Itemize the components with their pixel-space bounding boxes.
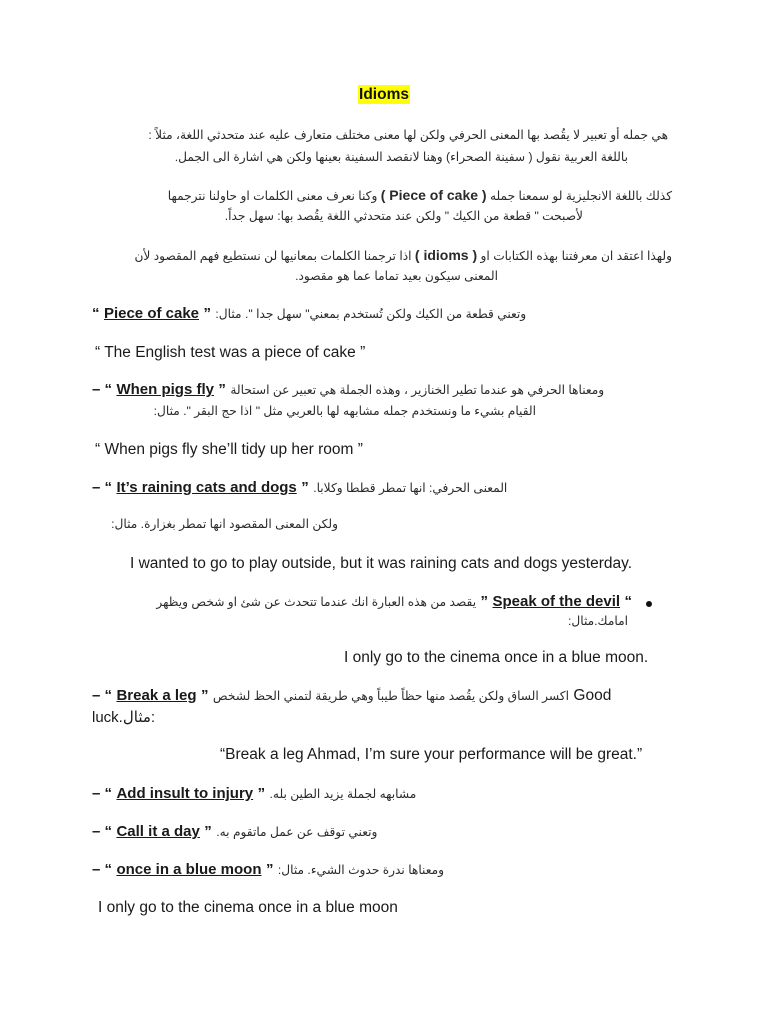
idiom-break-a-leg: [92, 686, 611, 706]
intro-line-2: باللغة العربية نقول ( سفينة الصحراء) وهنا لانقصد السفينة بعينها ولكن هي اشارة الى الجمل.: [174, 150, 628, 164]
idiom-when-pigs-fly: [92, 380, 604, 400]
idiom-open-quote: “: [624, 593, 632, 610]
idiom-description: ومعناها ندرة حدوث الشيء. مثال:: [277, 863, 445, 877]
idiom-when-pigs-fly-line-2: القيام بشيء ما ونستخدم جمله مشابهه لها بالعربي مثل " اذا حج البقر ". مثال:: [153, 404, 536, 418]
example-break-a-leg: “Break a leg Ahmad, I’m sure your performance will be great.”: [220, 746, 643, 763]
idiom-term: Break a leg: [116, 687, 197, 704]
idiom-open-quote: – “: [92, 861, 113, 878]
para3-line-2: المعنى سيكون بعيد تماما عما هو مقصود.: [295, 269, 498, 283]
idiom-speak-of-the-devil: [156, 592, 632, 612]
idiom-close-quote: ”: [200, 687, 209, 704]
idiom-close-quote: ”: [218, 381, 226, 398]
idiom-open-quote: “: [92, 305, 100, 322]
idiom-close-quote: ”: [204, 823, 212, 840]
idiom-open-quote: – “: [92, 381, 113, 398]
idiom-term: Add insult to injury: [116, 785, 254, 802]
idiom-close-quote: ”: [301, 479, 309, 496]
para3-line-1: [134, 246, 672, 265]
example-piece-of-cake: “ The English test was a piece of cake ”: [95, 344, 366, 361]
example-speak-of-the-devil: I only go to the cinema once in a blue moon.: [344, 649, 649, 666]
bullet-dot-icon: [646, 601, 652, 607]
example-once-in-a-blue-moon: I only go to the cinema once in a blue moon: [98, 899, 398, 916]
example-raining: I wanted to go to play outside, but it was raining cats and dogs yesterday.: [130, 555, 633, 572]
example-when-pigs-fly: “ When pigs fly she’ll tidy up her room ”: [95, 441, 363, 458]
idiom-call-it-a-day: [92, 822, 377, 842]
raining-note: ولكن المعنى المقصود انها تمطر بغزارة. مثال:: [111, 517, 338, 531]
idiom-en-tail: Good: [573, 687, 612, 704]
page-title: Idioms: [359, 86, 409, 103]
idiom-description: المعنى الحرفي: انها تمطر قططا وكلابا.: [313, 481, 508, 495]
idiom-close-quote: ”: [203, 305, 211, 322]
idiom-term: Piece of cake: [103, 305, 200, 322]
idiom-term: It’s raining cats and dogs: [116, 479, 297, 496]
idiom-break-a-leg-line-2: luck.مثال:: [92, 709, 156, 726]
idiom-description: يقصد من هذه العبارة انك عندما تتحدث عن شئ او شخص ويظهر: [156, 595, 477, 609]
idiom-description: مشابهه لجملة يزيد الطين بله.: [269, 787, 417, 801]
para2-line-1: [168, 186, 672, 205]
idiom-open-quote: – “: [92, 479, 113, 496]
para2-line-2: لأصبحت " قطعة من الكيك " ولكن عند متحدثي اللغة يقُصد بها: سهل جداً.: [224, 209, 583, 223]
idiom-speak-of-the-devil-line-2: امامك.مثال:: [568, 614, 628, 628]
idiom-open-quote: – “: [92, 687, 113, 704]
para3-en: ( idioms ): [414, 247, 478, 263]
idiom-add-insult-to-injury: [92, 784, 416, 804]
title-container: [0, 86, 768, 104]
para3-ar-b: ولهذا اعتقد ان معرفتنا بهذه الكتابات او: [480, 249, 672, 263]
para3-ar-a: اذا ترجمنا الكلمات بمعانيها لن نستطيع فهم المقصود لأن: [134, 249, 412, 263]
idiom-raining-cats-dogs: [92, 478, 507, 498]
idiom-description: وتعني توقف عن عمل ماتقوم به.: [216, 825, 378, 839]
idiom-open-quote: – “: [92, 785, 113, 802]
idiom-once-in-a-blue-moon: [92, 860, 444, 880]
idiom-term: once in a blue moon: [116, 861, 262, 878]
idiom-description: وتعني قطعة من الكيك ولكن تُستخدم بمعني" سهل جدا ". مثال:: [215, 307, 527, 321]
idiom-term: Speak of the devil: [492, 593, 621, 610]
para2-en: ( Piece of cake ): [380, 187, 487, 203]
intro-line-1: هي جمله أو تعبير لا يقُصد بها المعنى الحرفي ولكن لها معنى مختلف متعارف عليه عند متحدثي اللغة، مثلاً :: [148, 128, 668, 142]
idiom-piece-of-cake: [92, 304, 526, 324]
idiom-close-quote: ”: [265, 861, 274, 878]
idiom-close-quote: ”: [257, 785, 266, 802]
para2-ar-b: كذلك باللغة الانجليزية لو سمعنا جمله: [489, 189, 672, 203]
idiom-term: When pigs fly: [116, 381, 214, 398]
idiom-term: Call it a day: [116, 823, 200, 840]
idiom-description: اكسر الساق ولكن يقُصد منها حظاً طيباً وهي طريقة لتمني الحظ لشخص: [212, 689, 569, 703]
idiom-description: ومعناها الحرفي هو عندما تطير الخنازير ، وهذه الجملة هي تعبير عن استحالة: [230, 383, 605, 397]
idiom-open-quote: – “: [92, 823, 113, 840]
idiom-close-quote: ”: [480, 593, 489, 610]
para2-ar-a: وكنا نعرف معنى الكلمات او حاولنا نترجمها: [167, 189, 378, 203]
